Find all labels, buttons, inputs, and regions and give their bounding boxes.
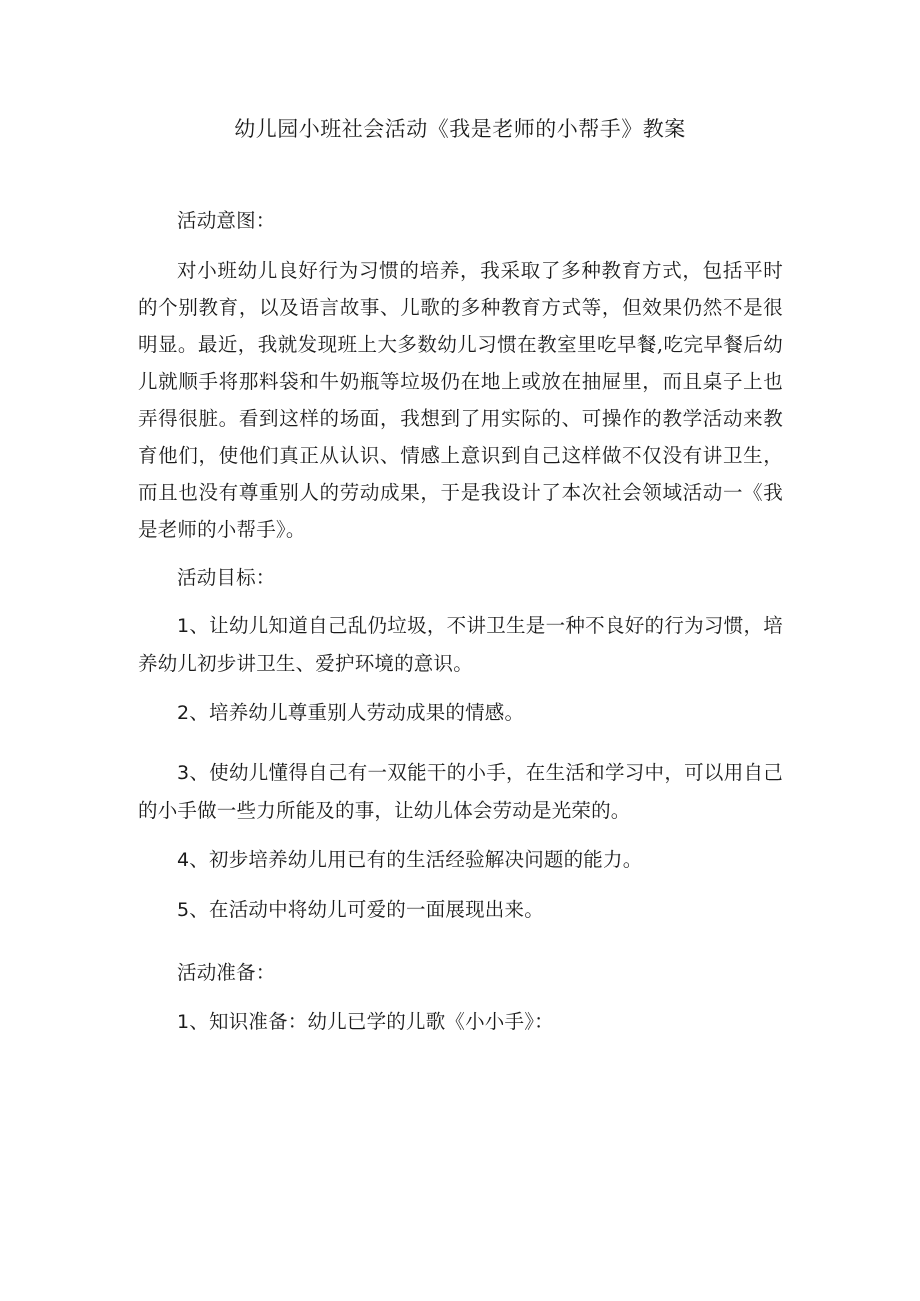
goal-item-4	[138, 841, 783, 879]
prep-text: 、知识准备：幼儿已学的儿歌《小小手》：	[189, 1010, 554, 1033]
goal-number: 2	[177, 702, 190, 724]
prep-number: 1	[177, 1011, 190, 1033]
prep-heading: 活动准备：	[177, 961, 276, 984]
goal-number: 4	[177, 849, 190, 871]
goal-text: 、让幼儿知道自己乱仍垃圾，不讲卫生是一种不良好的行为习惯，培养幼儿初步讲卫生、爱护环境的意识。	[138, 614, 783, 675]
goals-heading: 活动目标：	[177, 566, 276, 589]
goal-number: 1	[177, 615, 190, 637]
goal-text: 、在活动中将幼儿可爱的一面展现出来。	[189, 898, 544, 921]
prep-item-1	[138, 1003, 783, 1041]
goal-item-1	[138, 607, 783, 682]
goal-text: 、初步培养幼儿用已有的生活经验解决问题的能力。	[189, 848, 643, 871]
document-body	[138, 202, 783, 1041]
goal-text: 、使幼儿懂得自己有一双能干的小手，在生活和学习中，可以用自己的小手做一些力所能及的事，让幼儿体会劳动是光荣的。	[138, 761, 783, 822]
intent-heading: 活动意图：	[177, 209, 276, 232]
goal-item-2	[138, 694, 783, 732]
intent-paragraph: 对小班幼儿良好行为习惯的培养，我采取了多种教育方式，包括平时的个别教育，以及语言故事、儿歌的多种教育方式等，但效果仍然不是很明显。最近，我就发现班上大多数幼儿习惯在教室里吃早餐,吃完早餐后幼儿就顺手将那料袋和牛奶瓶等垃圾仍在地上或放在抽屉里，而且桌子上也弄得很脏。看到这样的场面，我想到了用实际的、可操作的教学活动来教育他们，使他们真正从认识、情感上意识到自己这样做不仅没有讲卫生，而且也没有尊重别人的劳动成果，于是我设计了本次社会领域活动一《我是老师的小帮手》。	[138, 259, 783, 541]
goal-text: 、培养幼儿尊重别人劳动成果的情感。	[189, 701, 525, 724]
document-title: 幼儿园小班社会活动《我是老师的小帮手》教案	[234, 117, 686, 141]
goal-number: 3	[177, 762, 190, 784]
goal-number: 5	[177, 899, 190, 921]
goal-item-3	[138, 754, 783, 829]
goal-item-5	[138, 891, 783, 929]
